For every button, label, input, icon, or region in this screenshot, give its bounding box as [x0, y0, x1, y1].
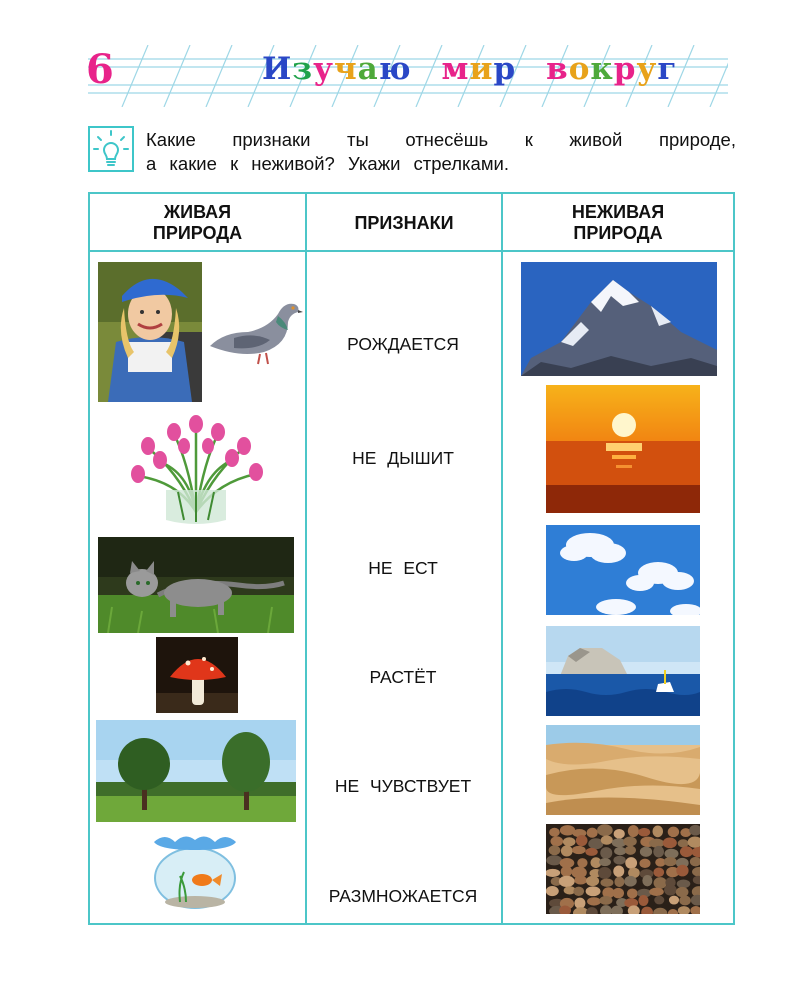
- desert-photo[interactable]: [546, 725, 700, 815]
- column-divider: [501, 194, 503, 923]
- kitten-photo[interactable]: [98, 537, 294, 633]
- title-letter: а: [357, 51, 379, 87]
- title-letter: г: [657, 51, 678, 87]
- tulips-photo[interactable]: [118, 412, 274, 528]
- girl-photo[interactable]: [98, 262, 202, 402]
- header-living: [90, 198, 305, 248]
- sign-item[interactable]: НЕ ДЫШИТ: [352, 448, 454, 468]
- title-letter: ч: [333, 51, 358, 87]
- title-letter: р: [493, 51, 517, 87]
- title-letter: о: [568, 51, 591, 87]
- title-letter: м: [441, 51, 470, 87]
- sea-rock-photo[interactable]: [546, 626, 700, 716]
- pebbles-photo[interactable]: [546, 824, 700, 914]
- title-word: [262, 51, 412, 87]
- task-line-2: а какие к неживой? Укажи стрелками.: [146, 153, 510, 174]
- title-word: [546, 51, 677, 87]
- nature-table: [88, 192, 735, 925]
- task-line-1: Какие признаки ты отнесёшь к живой природе,: [146, 129, 736, 150]
- title-letter: и: [469, 51, 494, 87]
- sign-item[interactable]: РАЗМНОЖАЕТСЯ: [328, 886, 478, 906]
- header-nonliving-line2: ПРИРОДА: [573, 223, 663, 243]
- page-number: 6: [86, 46, 114, 93]
- title-letter: у: [636, 51, 658, 87]
- clouds-photo[interactable]: [546, 525, 700, 615]
- title-letter: И: [262, 51, 293, 87]
- title-letter: р: [613, 51, 637, 87]
- lightbulb-icon: [88, 126, 134, 172]
- title-letter: в: [546, 51, 569, 87]
- header-nonliving-line1: НЕЖИВАЯ: [571, 202, 665, 222]
- title-word: [442, 51, 517, 87]
- title-letter: з: [292, 51, 314, 87]
- goldfish-photo[interactable]: [140, 828, 250, 914]
- sign-item[interactable]: РОЖДАЕТСЯ: [347, 334, 459, 354]
- sunset-photo[interactable]: [546, 385, 700, 513]
- pigeon-photo[interactable]: [204, 292, 304, 368]
- task-text: [146, 128, 736, 176]
- header-signs-label: ПРИЗНАКИ: [354, 212, 454, 233]
- trees-photo[interactable]: [96, 720, 296, 822]
- mushroom-photo[interactable]: [156, 637, 238, 713]
- sign-item[interactable]: НЕ ЕСТ: [368, 558, 438, 578]
- sign-item[interactable]: РАСТЁТ: [369, 667, 437, 687]
- title-letter: ю: [378, 51, 412, 87]
- header-divider: [90, 250, 733, 252]
- page-title: [262, 51, 707, 87]
- header-signs: [307, 198, 501, 248]
- header-nonliving: [503, 198, 733, 248]
- sign-item[interactable]: НЕ ЧУВСТВУЕТ: [334, 776, 472, 796]
- title-letter: к: [590, 51, 614, 87]
- header-living-line1: ЖИВАЯ: [163, 202, 232, 222]
- title-letter: у: [313, 51, 334, 87]
- header-living-line2: ПРИРОДА: [152, 223, 243, 243]
- mountain-photo[interactable]: [521, 262, 717, 376]
